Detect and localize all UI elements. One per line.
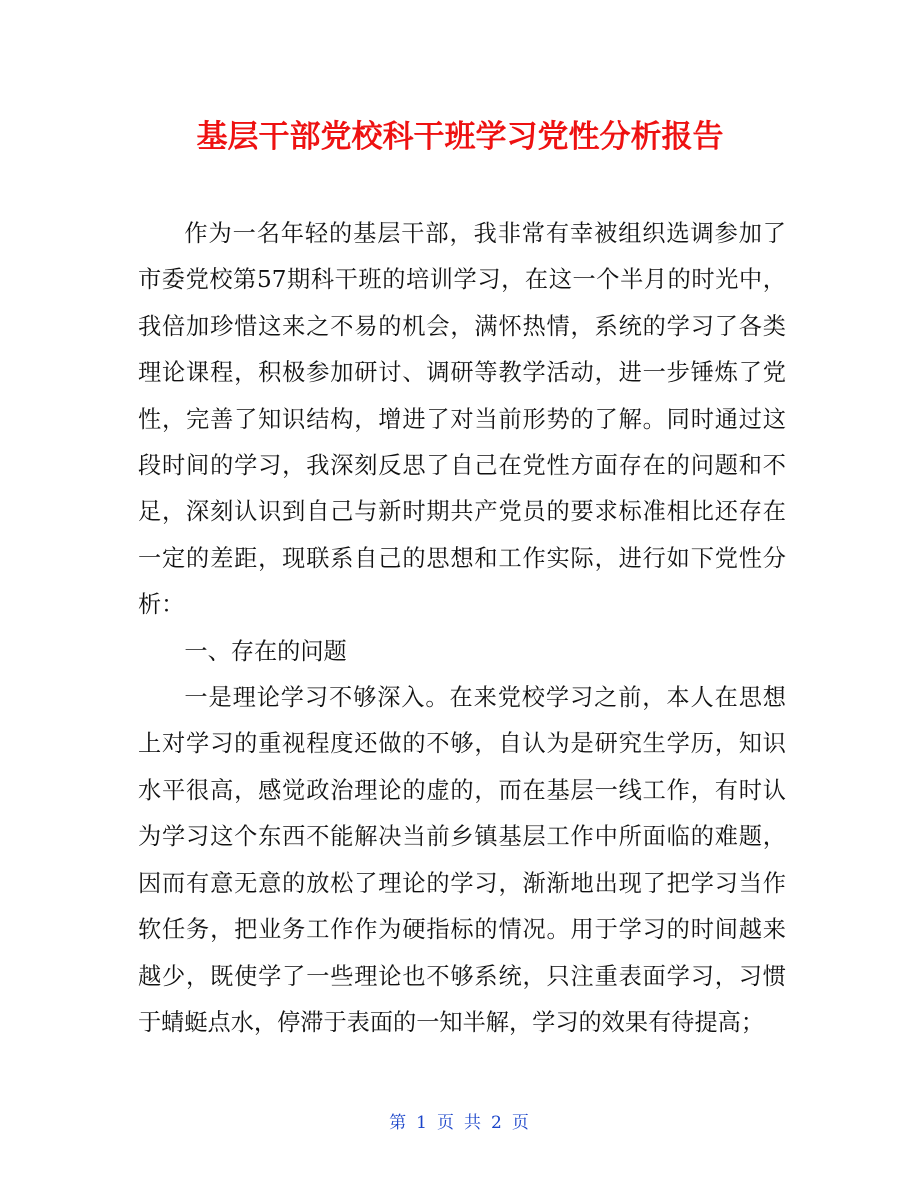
footer-current-page: 1 <box>416 1113 429 1133</box>
footer-label-total-unit: 页 <box>511 1113 531 1133</box>
paragraph-intro: 作为一名年轻的基层干部，我非常有幸被组织选调参加了市委党校第57期科干班的培训学习，在这一个半月的时光中，我倍加珍惜这来之不易的机会，满怀热情，系统的学习了各类理论课程，积极参加研讨、调研等教学活动，进一步锤炼了党性，完善了知识结构，增进了对当前形势的了解。同时通过这段时间的学习，我深刻反思了自己在党性方面存在的问题和不足，深刻认识到自己与新时期共产党员的要求标准相比还存在一定的差距，现联系自己的思想和工作实际，进行如下党性分析： <box>138 220 786 619</box>
footer-label-page-unit: 页 <box>437 1113 456 1133</box>
page-footer <box>0 1108 920 1138</box>
footer-total-pages: 2 <box>491 1113 504 1133</box>
footer-label-total: 共 <box>464 1113 483 1133</box>
section-heading: 一、存在的问题 <box>184 637 347 665</box>
paragraph-theory-study: 一是理论学习不够深入。在来党校学习之前，本人在思想上对学习的重视程度还做的不够，自认为是研究生学历，知识水平很高，感觉政治理论的虚的，而在基层一线工作，有时认为学习这个东西不能解决当前乡镇基层工作中所面临的难题，因而有意无意的放松了理论的学习，渐渐地出现了把学习当作软任务，把业务工作作为硬指标的情况。用于学习的时间越来越少，既使学了一些理论也不够系统，只注重表面学习，习惯于蜻蜓点水，停滞于表面的一知半解，学习的效果有待提高； <box>138 684 786 1036</box>
document-title: 基层干部党校科干班学习党性分析报告 <box>196 119 724 155</box>
document-body <box>138 211 786 1046</box>
footer-label-page: 第 <box>389 1113 409 1133</box>
